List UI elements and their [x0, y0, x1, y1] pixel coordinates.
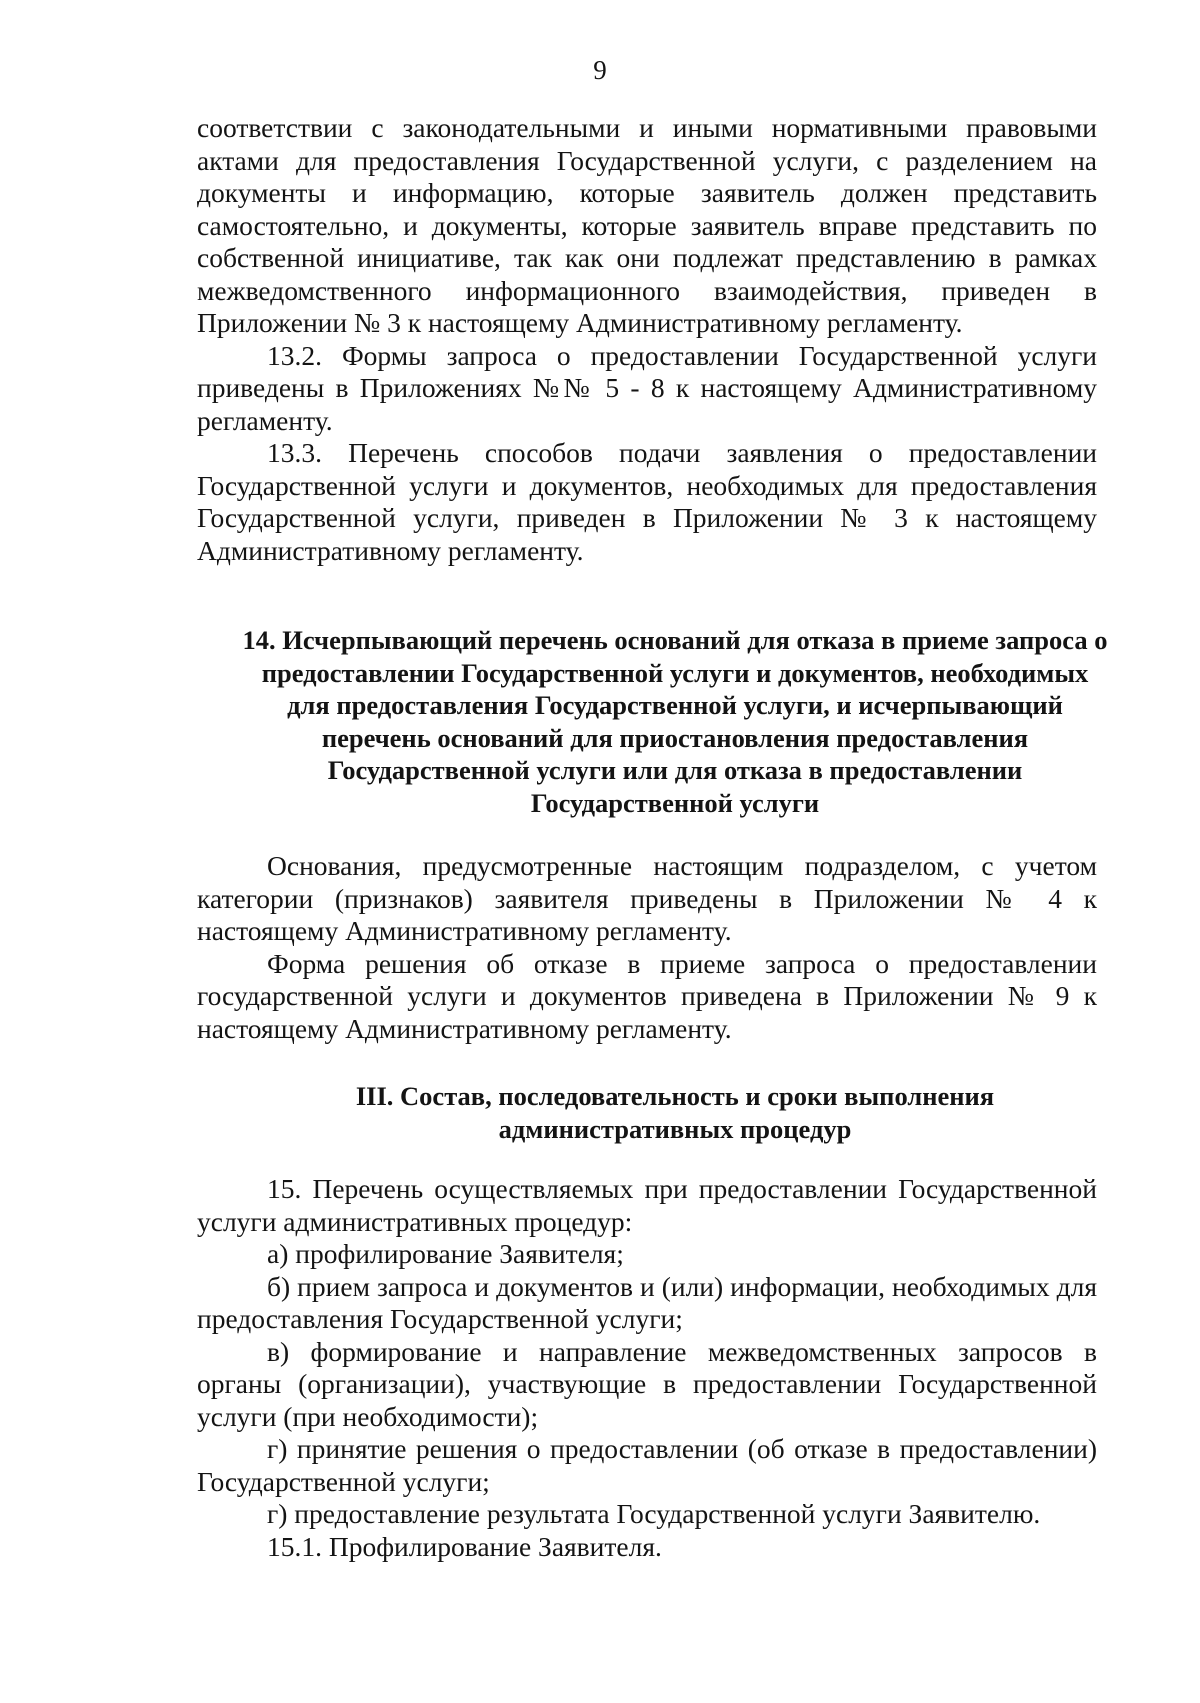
page-number: 9: [593, 55, 607, 85]
heading-line: административных процедур: [498, 1113, 852, 1144]
section-14-paragraph: Основания, предусмотренные настоящим подразделом, с учетом категории (признаков) заявителя приведены в Приложении № 4 к настоящему Административному регламенту.: [197, 850, 1097, 946]
intro-paragraph: соответствии с законодательными и иными нормативными правовыми актами для предоставления Государственной услуги, с разделением на документы и информацию, которые заявитель должен представить самостоятельно, и документы, которые заявитель вправе представить по собственной инициативе, так как они подлежат представлению в рамках межведомственного информационного взаимодействия, приведен в Приложении № 3 к настоящему Административному регламенту.: [197, 112, 1097, 338]
section-15-intro: 15. Перечень осуществляемых при предоставлении Государственной услуги административных процедур:: [197, 1173, 1097, 1237]
section-14-heading: [195, 624, 1155, 819]
list-item: г) принятие решения о предоставлении (об отказе в предоставлении) Государственной услуги;: [197, 1433, 1097, 1497]
paragraph-13-2: 13.2. Формы запроса о предоставлении Государственной услуги приведены в Приложениях №№ 5 - 8 к настоящему Административному регламенту.: [197, 339, 1097, 436]
list-item: а) профилирование Заявителя;: [267, 1238, 624, 1269]
chapter-3-heading: [195, 1080, 1155, 1145]
section-15-body: [197, 1173, 1097, 1563]
list-item: б) прием запроса и документов и (или) информации, необходимых для предоставления Государственной услуги;: [197, 1270, 1097, 1334]
section-14-paragraph: Форма решения об отказе в приеме запроса о предоставлении государственной услуги и документов приведена в Приложении № 9 к настоящему Административному регламенту.: [197, 947, 1097, 1044]
list-item: г) предоставление результата Государственной услуги Заявителю.: [267, 1498, 1041, 1529]
heading-line: перечень оснований для приостановления предоставления: [321, 722, 1029, 753]
heading-line: 14. Исчерпывающий перечень оснований для отказа в приеме запроса о: [242, 625, 1108, 655]
subsection-15-1: 15.1. Профилирование Заявителя.: [267, 1530, 662, 1562]
heading-line: для предоставления Государственной услуги, и исчерпывающий: [287, 690, 1063, 720]
list-item: в) формирование и направление межведомственных запросов в органы (организации), участвующие в предоставлении Государственной услуги (при необходимости);: [197, 1335, 1097, 1432]
section-14-body: [197, 850, 1097, 1045]
heading-line: III. Состав, последовательность и сроки выполнения: [355, 1081, 995, 1111]
paragraph-13-3: 13.3. Перечень способов подачи заявления о предоставлении Государственной услуги и документов, необходимых для предоставления Государственной услуги, приведен в Приложении № 3 к настоящему Административному регламенту.: [197, 437, 1097, 566]
heading-line: Государственной услуги или для отказа в предоставлении: [327, 755, 1023, 785]
heading-line: предоставлении Государственной услуги и документов, необходимых: [261, 657, 1089, 688]
heading-line: Государственной услуги: [530, 787, 820, 818]
section-13-continuation: [197, 112, 1097, 567]
